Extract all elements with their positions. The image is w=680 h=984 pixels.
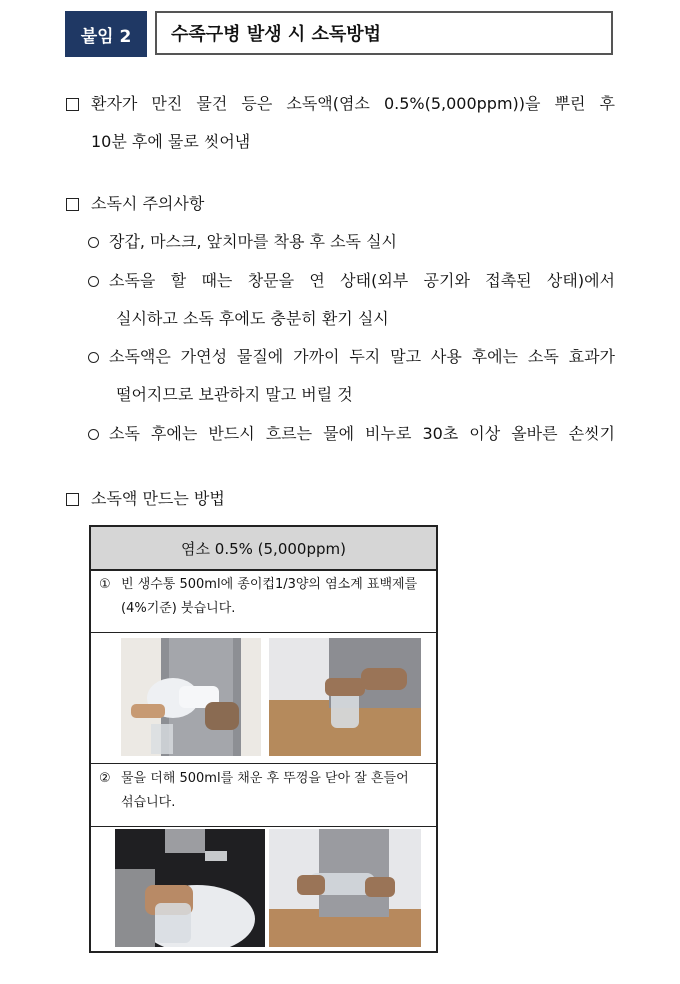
step-1-photos <box>91 633 436 764</box>
step-2-photos <box>91 827 436 951</box>
caution-item-3-line2: 떨어지므로 보관하지 말고 버릴 것 <box>116 385 353 404</box>
photo-filling-water <box>115 829 265 947</box>
caution-item-4: 소독 후에는 반드시 흐르는 물에 비누로 30초 이상 올바른 손씻기 <box>109 424 615 443</box>
step-2-line1: 물을 더해 500ml를 채운 후 뚜껑을 닫아 잘 흔들어 <box>121 771 409 786</box>
section3-heading: 소독액 만드는 방법 <box>91 489 225 508</box>
table-header: 염소 0.5% (5,000ppm) <box>91 527 436 571</box>
step-1-line2: (4%기준) 붓습니다. <box>121 601 236 616</box>
step-1-number: ① <box>99 577 111 592</box>
section1-line2: 10분 후에 물로 씻어냄 <box>91 132 251 151</box>
page-header <box>65 11 615 57</box>
step-1-line1: 빈 생수통 500ml에 종이컵1/3양의 염소계 표백제를 <box>121 577 418 592</box>
circle-bullet-icon <box>88 352 99 363</box>
disinfectant-recipe-table <box>89 525 438 953</box>
checkbox-bullet-icon <box>66 98 79 111</box>
step-2-number: ② <box>99 771 111 786</box>
circle-bullet-icon <box>88 429 99 440</box>
photo-shaking-bottle <box>269 829 421 947</box>
photo-pouring-bleach <box>121 638 261 756</box>
photo-bottle-on-table <box>269 638 421 756</box>
step-2-text <box>91 763 436 827</box>
page-title: 수족구병 발생 시 소독방법 <box>155 11 613 55</box>
section2-heading: 소독시 주의사항 <box>91 194 205 213</box>
checkbox-bullet-icon <box>66 493 79 506</box>
section1-line1: 환자가 만진 물건 등은 소독액(염소 0.5%(5,000ppm))을 뿌린 후 <box>91 94 615 113</box>
checkbox-bullet-icon <box>66 198 79 211</box>
caution-item-2-line1: 소독을 할 때는 창문을 연 상태(외부 공기와 접촉된 상태)에서 <box>109 271 615 290</box>
attachment-badge: 붙임 2 <box>65 11 147 57</box>
circle-bullet-icon <box>88 237 99 248</box>
caution-item-2-line2: 실시하고 소독 후에도 충분히 환기 실시 <box>116 309 389 328</box>
step-1-text <box>91 569 436 633</box>
step-2-line2: 섞습니다. <box>121 795 176 810</box>
caution-item-1: 장갑, 마스크, 앞치마를 착용 후 소독 실시 <box>109 232 397 251</box>
circle-bullet-icon <box>88 276 99 287</box>
caution-item-3-line1: 소독액은 가연성 물질에 가까이 두지 말고 사용 후에는 소독 효과가 <box>109 347 615 366</box>
